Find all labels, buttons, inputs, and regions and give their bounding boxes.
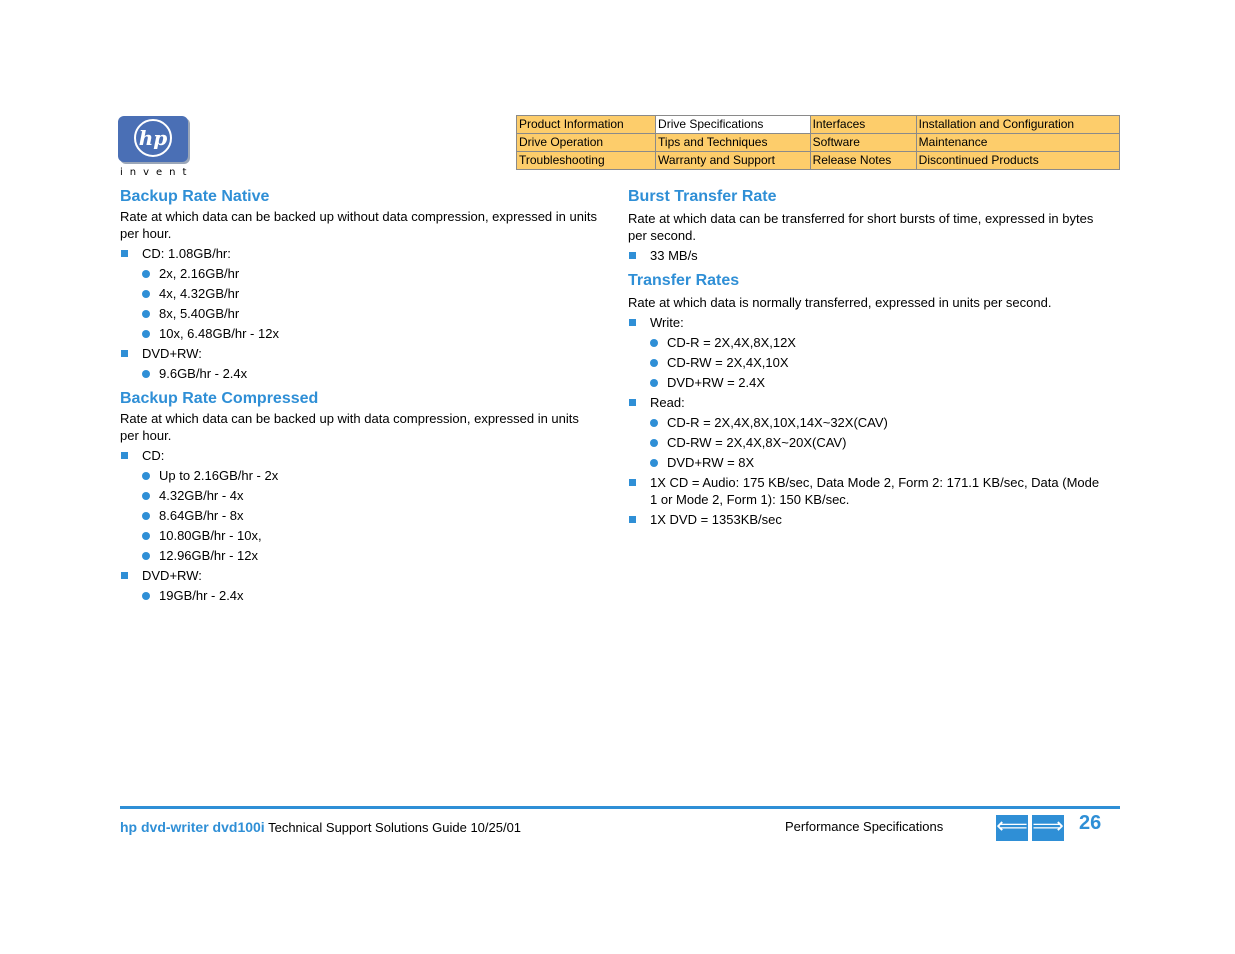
hp-logo xyxy=(118,116,194,178)
list-item: 9.6GB/hr - 2.4x xyxy=(120,365,600,382)
list-item: DVD+RW: xyxy=(120,345,600,362)
nav-link-product-information[interactable]: Product Information xyxy=(517,116,656,134)
list-item: Write: xyxy=(628,314,1108,331)
nav-link-tips-techniques[interactable]: Tips and Techniques xyxy=(656,134,811,152)
list-item: 4x, 4.32GB/hr xyxy=(120,285,600,302)
list-item: 10.80GB/hr - 10x, xyxy=(120,527,600,544)
list-item: 33 MB/s xyxy=(628,247,1108,264)
list-item: 8.64GB/hr - 8x xyxy=(120,507,600,524)
previous-page-button[interactable] xyxy=(996,815,1028,841)
list-item: CD: 1.08GB/hr: xyxy=(120,245,600,262)
next-page-button[interactable] xyxy=(1032,815,1064,841)
hp-logo-tagline: invent xyxy=(120,167,194,178)
nav-link-release-notes[interactable]: Release Notes xyxy=(810,152,916,170)
nav-link-discontinued-products[interactable]: Discontinued Products xyxy=(916,152,1119,170)
burst-transfer-rate-desc: Rate at which data can be transferred for short bursts of time, expressed in bytes per second. xyxy=(628,211,1094,243)
nav-link-drive-operation[interactable]: Drive Operation xyxy=(517,134,656,152)
burst-transfer-rate-list xyxy=(628,247,1108,264)
list-item: CD-R = 2X,4X,8X,10X,14X~32X(CAV) xyxy=(628,414,1108,431)
list-item: 12.96GB/hr - 12x xyxy=(120,547,600,564)
list-item: Read: xyxy=(628,394,1108,411)
nav-row xyxy=(517,134,1120,152)
footer-brand: hp dvd-writer dvd100i xyxy=(120,819,265,835)
transfer-rates-desc: Rate at which data is normally transferred, expressed in units per second. xyxy=(628,295,1052,310)
nav-link-troubleshooting[interactable]: Troubleshooting xyxy=(517,152,656,170)
list-item: CD-RW = 2X,4X,10X xyxy=(628,354,1108,371)
backup-rate-compressed-desc: Rate at which data can be backed up with data compression, expressed in units per hour. xyxy=(120,411,579,443)
nav-link-installation-configuration[interactable]: Installation and Configuration xyxy=(916,116,1119,134)
transfer-rates-heading: Transfer Rates xyxy=(628,272,740,289)
nav-link-software[interactable]: Software xyxy=(810,134,916,152)
left-column xyxy=(120,186,600,604)
arrow-left-icon: ⟸ xyxy=(996,814,1028,839)
list-item: CD: xyxy=(120,447,600,464)
footer-title xyxy=(120,818,521,837)
list-item: DVD+RW = 2.4X xyxy=(628,374,1108,391)
list-item: 8x, 5.40GB/hr xyxy=(120,305,600,322)
hp-logo-mark: hp xyxy=(134,119,172,157)
list-item: 19GB/hr - 2.4x xyxy=(120,587,600,604)
backup-rate-native-list xyxy=(120,245,600,382)
page-number: 26 xyxy=(1079,812,1102,834)
burst-transfer-rate-heading: Burst Transfer Rate xyxy=(628,188,777,205)
list-item: 1X CD = Audio: 175 KB/sec, Data Mode 2, Form 2: 171.1 KB/sec, Data (Mode 1 or Mode 2, Form 1): 150 KB/sec. xyxy=(628,474,1108,508)
list-item: 4.32GB/hr - 4x xyxy=(120,487,600,504)
backup-rate-compressed-list xyxy=(120,447,600,604)
list-item: Up to 2.16GB/hr - 2x xyxy=(120,467,600,484)
list-item: DVD+RW: xyxy=(120,567,600,584)
hp-logo-box xyxy=(118,116,188,162)
arrow-right-icon: ⟹ xyxy=(1032,814,1064,839)
nav-link-interfaces[interactable]: Interfaces xyxy=(810,116,916,134)
list-item: 1X DVD = 1353KB/sec xyxy=(628,511,1108,528)
transfer-rates-list xyxy=(628,314,1108,528)
list-item: 10x, 6.48GB/hr - 12x xyxy=(120,325,600,342)
nav-link-drive-specifications[interactable]: Drive Specifications xyxy=(656,116,811,134)
backup-rate-native-heading: Backup Rate Native xyxy=(120,188,270,205)
list-item: CD-R = 2X,4X,8X,12X xyxy=(628,334,1108,351)
nav-link-warranty-support[interactable]: Warranty and Support xyxy=(656,152,811,170)
list-item: DVD+RW = 8X xyxy=(628,454,1108,471)
footer-section: Performance Specifications xyxy=(785,819,944,834)
nav-link-maintenance[interactable]: Maintenance xyxy=(916,134,1119,152)
nav-row xyxy=(517,116,1120,134)
list-item: CD-RW = 2X,4X,8X~20X(CAV) xyxy=(628,434,1108,451)
footer-divider xyxy=(120,806,1120,809)
list-item: 2x, 2.16GB/hr xyxy=(120,265,600,282)
footer-guide: Technical Support Solutions Guide 10/25/01 xyxy=(268,820,522,835)
backup-rate-native-desc: Rate at which data can be backed up without data compression, expressed in units per hour. xyxy=(120,209,597,241)
right-column xyxy=(628,186,1108,528)
nav-row xyxy=(517,152,1120,170)
nav-table xyxy=(516,115,1120,170)
backup-rate-compressed-heading: Backup Rate Compressed xyxy=(120,390,319,407)
